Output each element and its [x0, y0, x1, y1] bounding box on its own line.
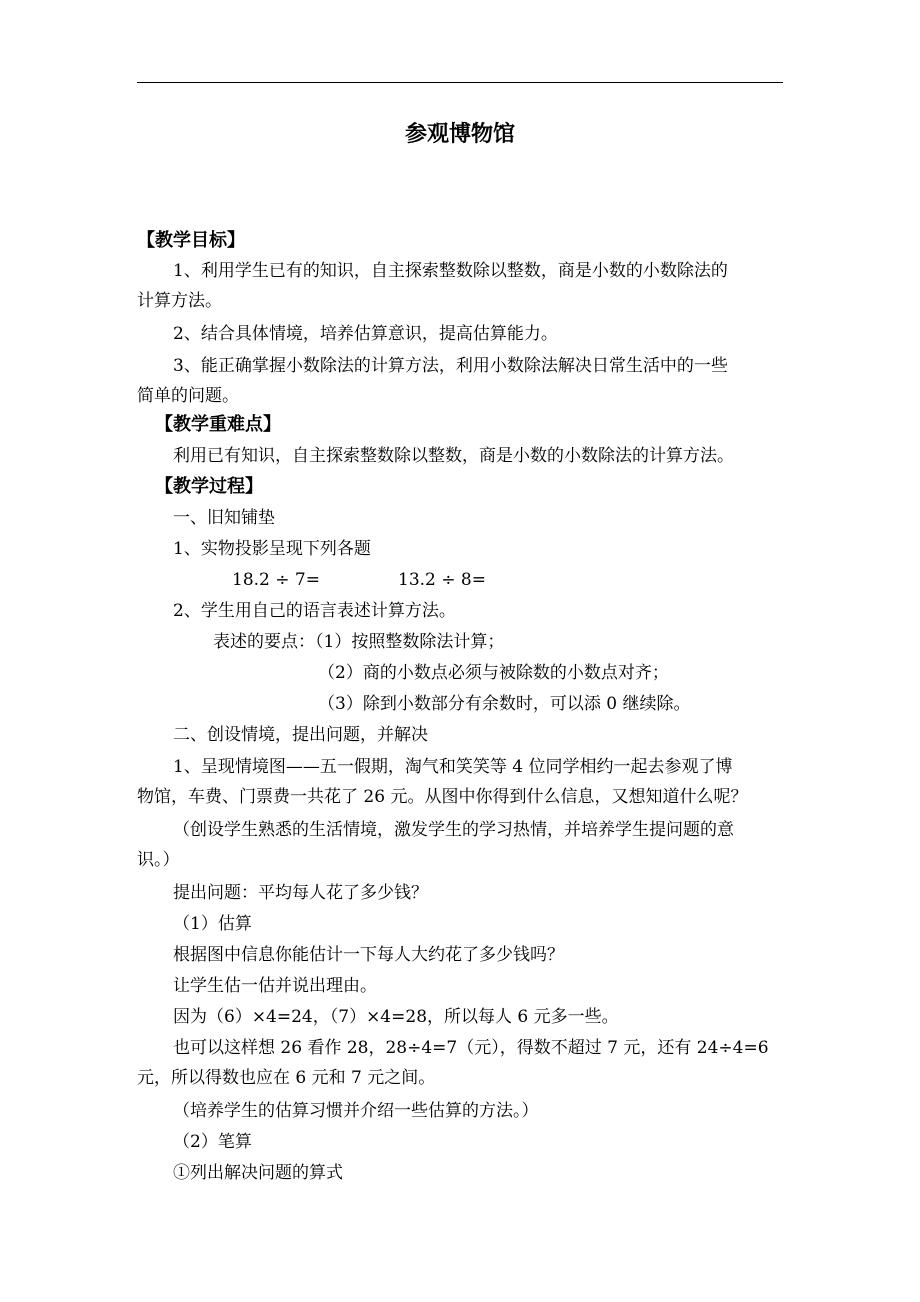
- paragraph-line: 根据图中信息你能估计一下每人大约花了多少钱吗？: [173, 945, 564, 965]
- equation: 18.2 ÷ 7=: [232, 570, 320, 590]
- paragraph-line: 利用已有知识，自主探索整数除以整数，商是小数的小数除法的计算方法。: [173, 446, 734, 466]
- paragraph-line: （1）估算: [173, 914, 252, 934]
- header-rule: [137, 82, 783, 83]
- paragraph-line: 2、结合具体情境，培养估算意识，提高估算能力。: [173, 324, 558, 344]
- paragraph-line: 让学生估一估并说出理由。: [173, 976, 377, 996]
- paragraph-line: 识。）: [137, 850, 180, 870]
- paragraph-line: ①列出解决问题的算式: [173, 1163, 343, 1183]
- paragraph-line: 物馆，车费、门票费一共花了 26 元。从图中你得到什么信息，又想知道什么呢？: [137, 787, 748, 807]
- paragraph-line: 1、呈现情境图——五一假期，淘气和笑笑等 4 位同学相约一起去参观了博: [173, 757, 733, 777]
- paragraph-line: （3）除到小数部分有余数时，可以添 0 继续除。: [318, 694, 691, 714]
- paragraph-line: （2）商的小数点必须与被除数的小数点对齐；: [318, 663, 669, 683]
- goals-heading: 【教学目标】: [137, 230, 245, 251]
- paragraph-line: 二、创设情境，提出问题，并解决: [173, 725, 428, 745]
- paragraph-line: 1、利用学生已有的知识，自主探索整数除以整数，商是小数的小数除法的: [173, 261, 728, 281]
- page-title: 参观博物馆: [404, 122, 515, 147]
- paragraph-line: 提出问题：平均每人花了多少钱？: [173, 883, 428, 903]
- key-points-heading: 【教学重难点】: [155, 414, 281, 435]
- paragraph-line: 一、旧知铺垫: [173, 508, 275, 528]
- paragraph-line: 简单的问题。: [137, 386, 239, 406]
- paragraph-line: 表述的要点：（1）按照整数除法计算；: [213, 632, 505, 652]
- paragraph-line: （创设学生熟悉的生活情境，激发学生的学习热情，并培养学生提问题的意: [173, 820, 734, 840]
- paragraph-line: 1、实物投影呈现下列各题: [173, 539, 371, 559]
- equation: 13.2 ÷ 8=: [398, 570, 486, 590]
- process-heading: 【教学过程】: [155, 476, 263, 497]
- paragraph-line: 因为（6）×4=24，（7）×4=28，所以每人 6 元多一些。: [173, 1007, 619, 1027]
- paragraph-line: 也可以这样想 26 看作 28，28÷4=7（元），得数不超过 7 元，还有 24÷4=6: [173, 1038, 769, 1058]
- paragraph-line: 2、学生用自己的语言表述计算方法。: [173, 601, 456, 621]
- paragraph-line: 3、能正确掌握小数除法的计算方法，利用小数除法解决日常生活中的一些: [173, 356, 728, 376]
- paragraph-line: 计算方法。: [137, 291, 222, 311]
- paragraph-line: 元，所以得数也应在 6 元和 7 元之间。: [137, 1068, 436, 1088]
- paragraph-line: （2）笔算: [173, 1132, 252, 1152]
- paragraph-line: （培养学生的估算习惯并介绍一些估算的方法。）: [173, 1101, 539, 1121]
